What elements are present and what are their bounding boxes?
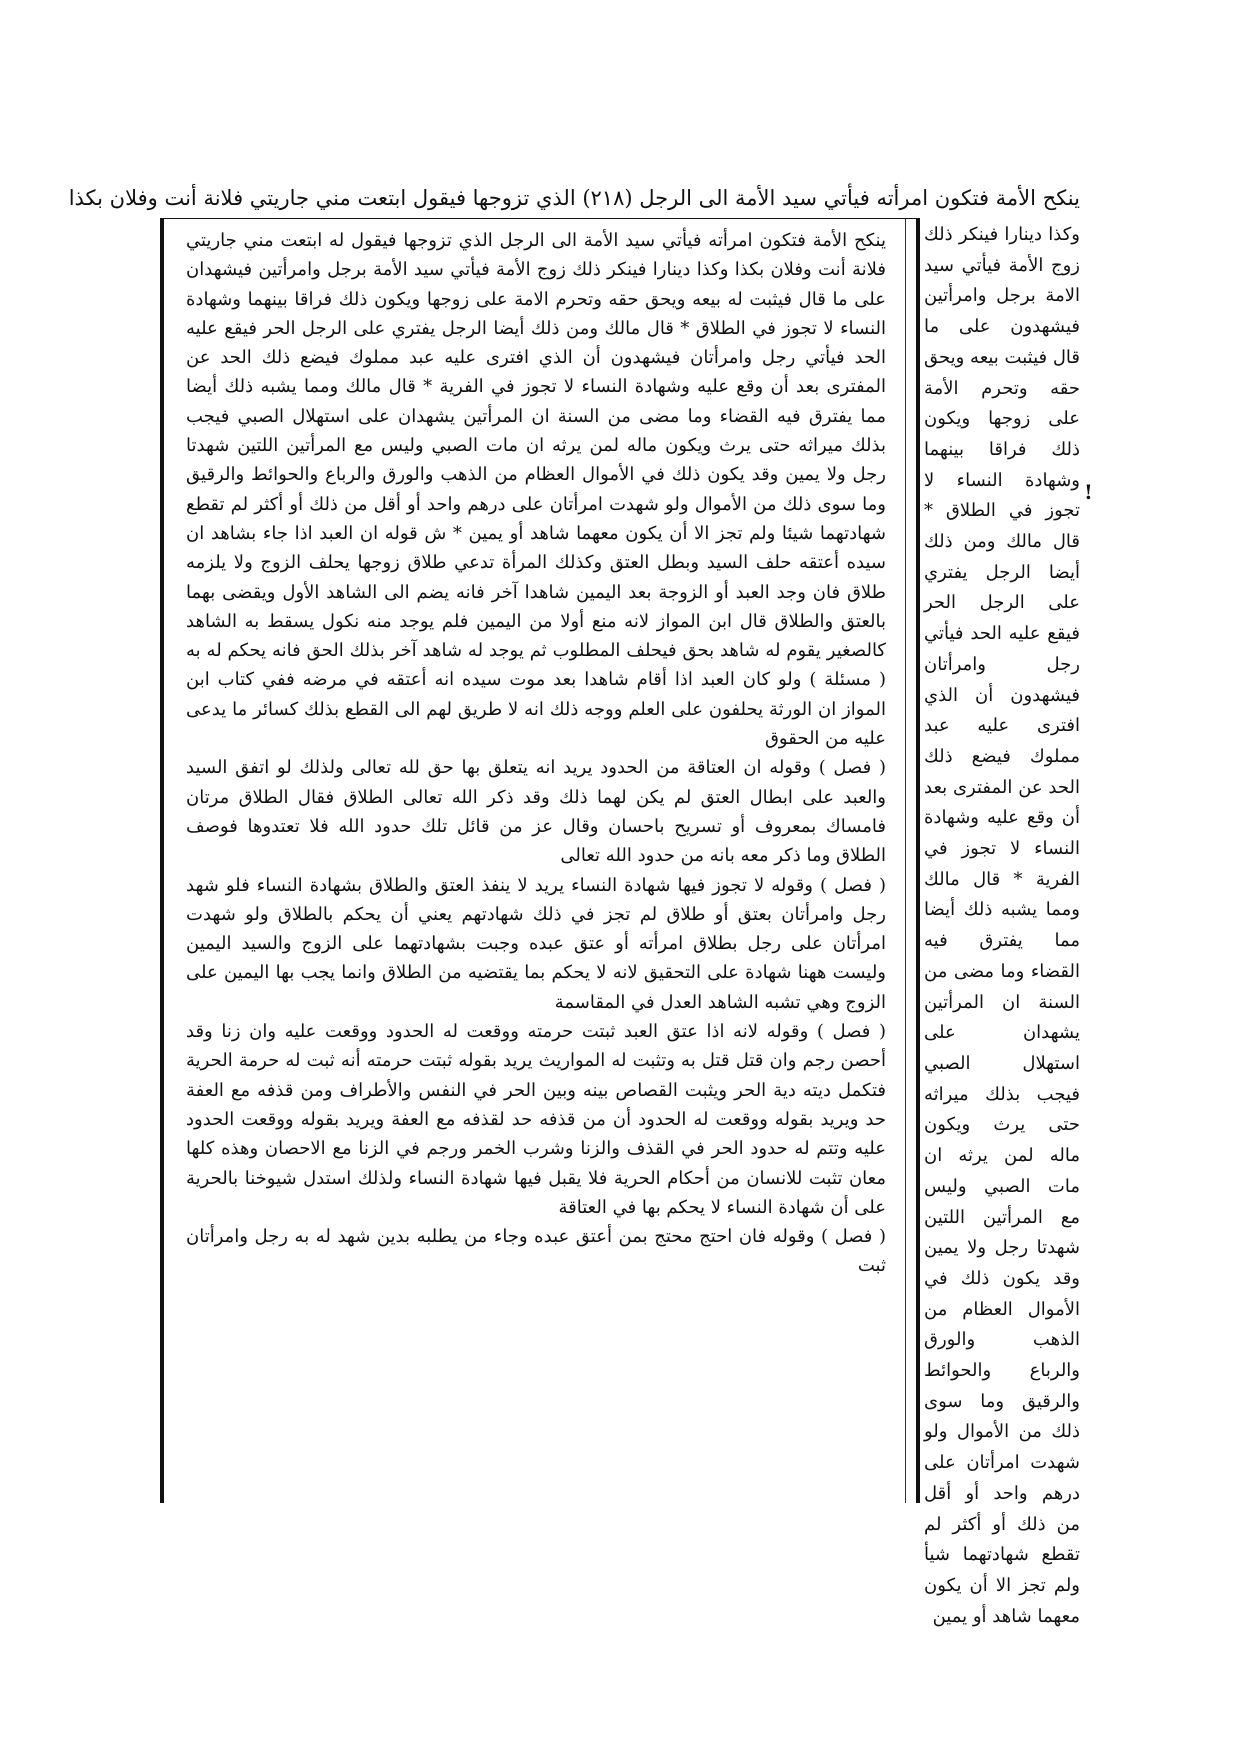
running-header: ينكح الأمة فتكون امرأته فيأتي سيد الأمة الى الرجل (٢١٨) الذي تزوجها فيقول ابتعت مني جاريتي فلانة أنت وفلان بكذا xyxy=(68,186,1080,210)
commentary-column xyxy=(186,226,886,1496)
margin-text-column: وكذا دينارا فينكر ذلك زوج الأمة فيأتي سيد الامة برجل وامرأتين فيشهدون على ما قال فيثبت بيعه ويحق حقه وتحرم الأمة على زوجها ويكون ذلك فراقا بينهما وشهادة النساء لا تجوز في الطلاق * قال مالك ومن ذلك أيضا الرجل يفتري على الرجل الحر فيقع عليه الحد فيأتي رجل وامرأتان فيشهدون أن الذي افترى عليه عبد مملوك فيضع ذلك الحد عن المفترى بعد أن وقع عليه وشهادة النساء لا تجوز في الفرية * قال مالك ومما يشبه ذلك أيضا مما يفترق فيه القضاء وما مضى من السنة ان المرأتين يشهدان على استهلال الصبي فيجب بذلك ميراثه حتى يرث ويكون ماله لمن يرثه ان مات الصبي وليس مع المرأتين اللتين شهدتا رجل ولا يمين وقد يكون ذلك في الأموال العظام من الذهب والورق والرباع والحوائط والرقيق وما سوى ذلك من الأموال ولو شهدت امرأتان على درهم واحد أو أقل من ذلك أو أكثر لم تقطع شهادتهما شيأ ولم تجز الا أن يكون معهما شاهد أو يمين xyxy=(923,224,1080,1627)
paragraph: ( فصل ) وقوله لانه اذا عتق العبد ثبتت حرمته ووقعت له الحدود ووقعت عليه وان زنا وقد أحصن رجم وان قتل قتل به وتثبت له المواريث يريد بقوله ثبتت حرمته أنه ثبت له حرمة الحرية فتكمل ديته دية الحر ويثبت القصاص بينه وبين الحر في النفس والأطراف ومن قذفه مع العفة حد ويريد بقوله ووقعت له الحدود أن من قذفه حد لقذفه مع العفة ويريد بقوله ووقعت الحدود عليه وتتم له حدود الحر في القذف والزنا وشرب الخمر ورجم في الزنا مع الاحصان وهذه كلها معان تثبت للانسان من أحكام الحرية فلا يقبل فيها شهادة النساء ولذلك استدل شيوخنا بالحرية على أن شهادة النساء لا يحكم بها في العتاقة xyxy=(186,1021,886,1218)
paragraph: ( فصل ) وقوله لا تجوز فيها شهادة النساء يريد لا ينفذ العتق والطلاق بشهادة النساء فلو شهد رجل وامرأتان بعتق أو طلاق لم تجز في ذلك شهادتهم يعني أن يحكم بالطلاق ولو شهدت امرأتان على رجل بطلاق امرأته أو عتق عبده وجبت بشهادتهما على الزوج والسيد اليمين وليست ههنا شهادة على التحقيق لانه لا يحكم بما يقتضيه من الطلاق وانما يجب بها اليمين على الزوج وهي تشبه الشاهد العدل في المقاسمة xyxy=(186,874,886,1013)
frame-inner-rule xyxy=(905,219,906,1503)
paragraph: ينكح الأمة فتكون امرأته فيأتي سيد الأمة الى الرجل الذي تزوجها فيقول له ابتعت مني جاريتي فلانة أنت وفلان بكذا وكذا دينارا فينكر ذلك زوج الأمة فيأتي سيد الأمة برجل وامرأتين فيشهدان على ما قال فيثبت له بيعه ويحق حقه وتحرم الامة على زوجها ويكون ذلك فراقا بينهما وشهادة النساء لا تجوز في الطلاق * قال مالك ومن ذلك أيضا الرجل يفتري على الرجل الحر فيقع عليه الحد فيأتي رجل وامرأتان فيشهدون أن الذي افترى عليه عبد مملوك فيضع ذلك الحد عن المفترى بعد أن وقع عليه وشهادة النساء لا تجوز في الفرية * قال مالك ومما يشبه ذلك أيضا مما يفترق فيه القضاء وما مضى من السنة ان المرأتين يشهدان على استهلال الصبي فيجب بذلك ميراثه حتى يرث ويكون ماله لمن يرثه ان مات الصبي وليس مع المرأتين اللتين شهدتا رجل ولا يمين وقد يكون ذلك في الأموال العظام من الذهب والورق والرباع والحوائط والرقيق وما سوى ذلك من الأموال ولو شهدت امرأتان على درهم واحد أو أقل من ذلك أو أكثر لم تقطع شهادتهما شيئا ولم تجز الا أن يكون معهما شاهد أو يمين * ش قوله ان العبد اذا جاء بشاهد ان سيده أعتقه حلف السيد وبطل العتق وكذلك المرأة تدعي طلاق زوجها يحلف الزوج ولا يلزمه طلاق فان وجد العبد أو الزوجة بعد اليمين شاهدا آخر فانه يضم الى الشاهد الأول ويقضى بهما بالعتق والطلاق قال ابن المواز لانه منع أولا من اليمين فلم يوجد منه نكول يسقط به الشاهد كالصغير يقوم له شاهد بحق فيحلف المطلوب ثم يوجد له شاهد آخر بذلك الحق فانه يحكم له به ( مسئلة ) ولو كان العبد اذا أقام شاهدا بعد موت سيده انه أعتقه في مرضه ففي كتاب ابن المواز ان الورثة يحلفون على العلم ووجه ذلك انه لا طريق لهم الى القطع بذلك كسائر ما يدعى عليه من الحقوق xyxy=(186,230,886,750)
paragraph: ( فصل ) وقوله فان احتج محتج بمن أعتق عبده وجاء من يطلبه بدين شهد له به رجل وامرأتان ثبت xyxy=(186,1226,886,1277)
margin-marker: ! xyxy=(1084,480,1093,504)
paragraph: ( فصل ) وقوله ان العتاقة من الحدود يريد انه يتعلق بها حق لله تعالى ولذلك لو اتفق السيد والعبد على ابطال العتق لم يكن لهما ذلك وقد ذكر الله تعالى الطلاق فقال الطلاق مرتان فامساك بمعروف أو تسريح باحسان وقال عز من قائل تلك حدود الله فلا تعتدوها فوصف الطلاق وما ذكر معه بانه من حدود الله تعالى xyxy=(186,757,886,867)
